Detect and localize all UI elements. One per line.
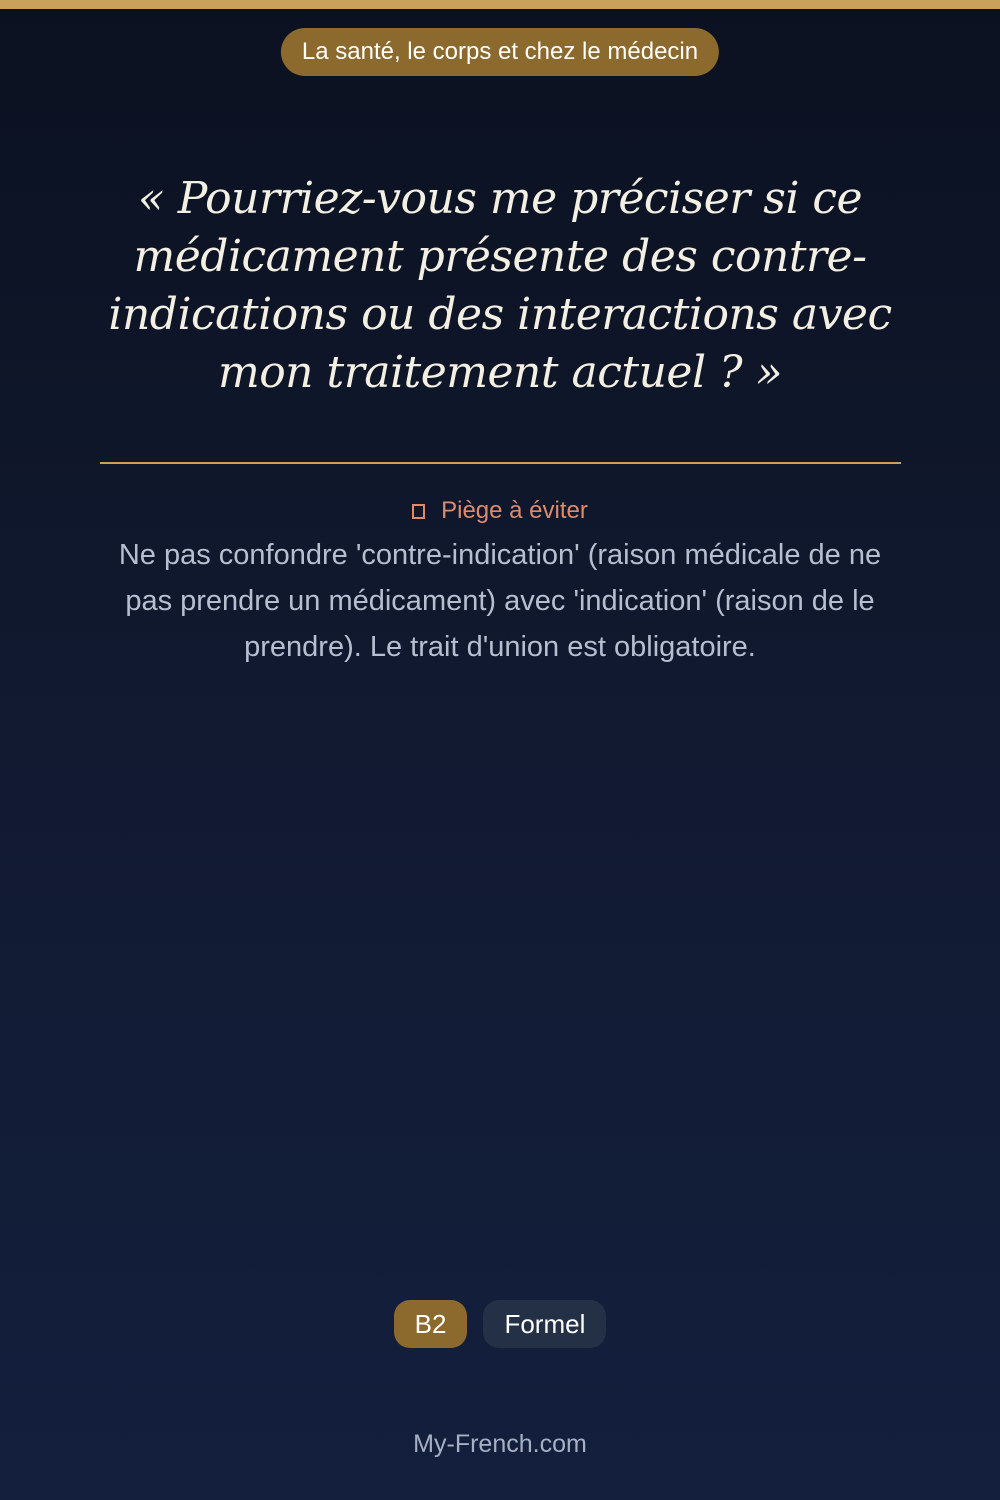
phrase-quote: « Pourriez-vous me préciser si ce médicament présente des contre-indications ou des interactions avec mon traitement actuel ? » (108, 173, 892, 398)
pitfall-explanation: Ne pas confondre 'contre-indication' (raison médicale de ne pas prendre un médicament) avec 'indication' (raison de le prendre). Le trait d'union est obligatoire. (118, 539, 882, 663)
divider (100, 462, 901, 464)
warning-icon (412, 504, 425, 519)
tag-row (0, 1300, 1000, 1348)
pitfall-heading (0, 496, 1000, 526)
top-accent-bar (0, 0, 1000, 9)
level-tag: B2 (394, 1300, 468, 1348)
pitfall-title: Piège à éviter (441, 497, 588, 524)
category-badge: La santé, le corps et chez le médecin (281, 28, 719, 76)
register-tag: Formel (483, 1300, 606, 1348)
site-footer: My-French.com (413, 1430, 587, 1458)
